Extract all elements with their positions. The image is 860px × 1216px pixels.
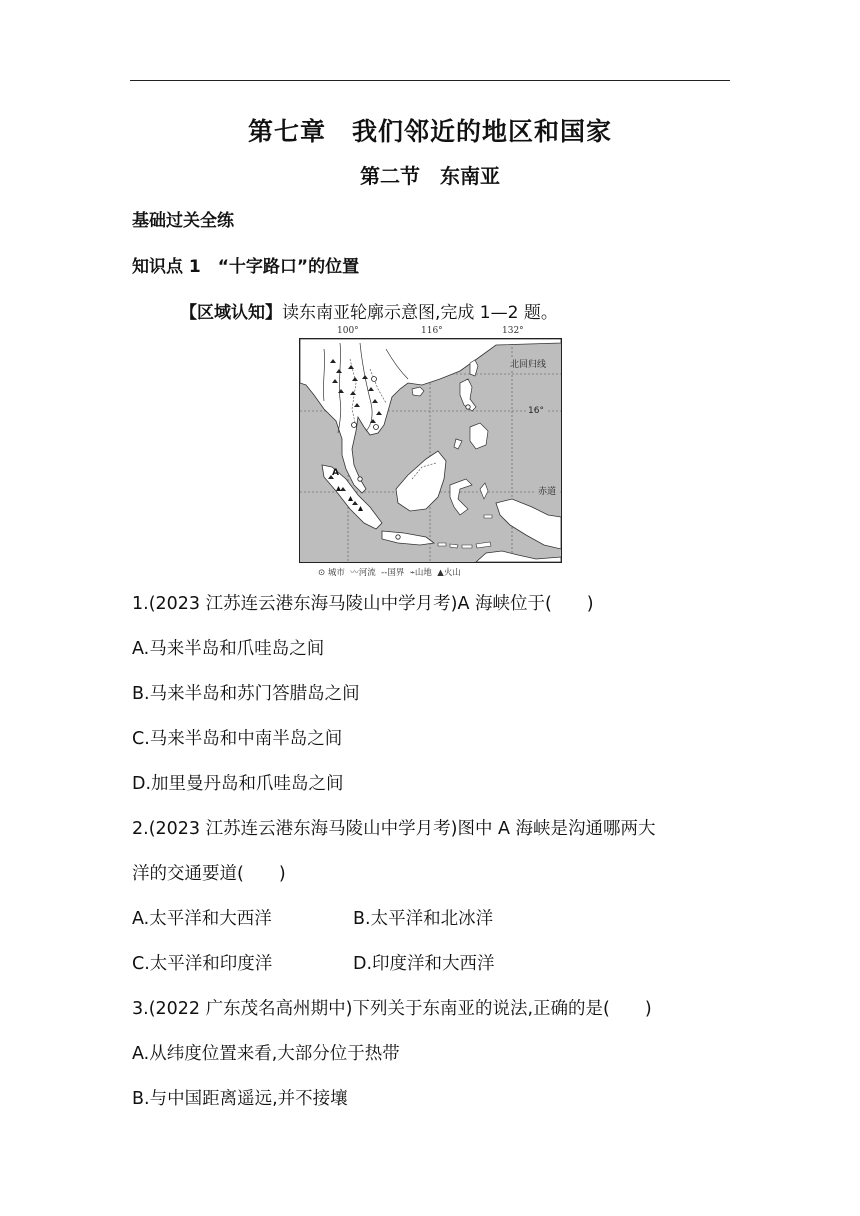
q3-option-a: A.从纬度位置来看,大部分位于热带: [132, 1044, 400, 1064]
land-maluku: [480, 483, 492, 518]
land-borneo: [396, 451, 446, 511]
tropic-label: 北回归线: [510, 360, 547, 370]
q1-option-d: D.加里曼丹岛和爪哇岛之间: [132, 774, 344, 794]
q3-option-b: B.与中国距离遥远,并不接壤: [132, 1089, 348, 1109]
map-svg: [300, 339, 561, 562]
land-lesser-sunda: [438, 542, 491, 548]
q2-stem-line1: 2.(2023 江苏连云港东海马陵山中学月考)图中 A 海峡是沟通哪两大: [132, 819, 656, 839]
intro-text: 读东南亚轮廓示意图,完成 1—2 题。: [282, 303, 558, 323]
q1-option-b: B.马来半岛和苏门答腊岛之间: [132, 684, 360, 704]
q2-option-a: A.太平洋和大西洋: [132, 909, 272, 929]
land-australia: [476, 551, 561, 562]
q2-stem-line2: 洋的交通要道( ): [132, 864, 286, 884]
legend-border-icon: --: [381, 568, 388, 578]
land-philippines: [454, 379, 488, 449]
intro-tag: 【区域认知】: [180, 303, 282, 323]
section-title: 第二节 东南亚: [360, 164, 500, 188]
lat16-label: 16°: [528, 406, 544, 416]
q1-option-c: C.马来半岛和中南半岛之间: [132, 729, 343, 749]
legend-city: ⊙ 城市: [318, 568, 345, 578]
map-legend: [318, 566, 461, 578]
legend-border: 国界: [387, 568, 405, 578]
strait-a-label: A: [332, 468, 339, 478]
southeast-asia-map: [299, 338, 562, 563]
intro-line: [180, 298, 558, 323]
q1-option-a: A.马来半岛和爪哇岛之间: [132, 639, 325, 659]
land-hainan: [412, 387, 424, 396]
q2-option-c: C.太平洋和印度洋: [132, 954, 273, 974]
map-lon-100: 100°: [337, 326, 359, 336]
section-heading: 基础过关全练: [132, 211, 234, 231]
equator-label: 赤道: [538, 487, 557, 497]
legend-volcano: 火山: [443, 568, 461, 578]
land-java: [382, 531, 434, 545]
legend-volcano-icon: ▲: [437, 568, 444, 578]
map-lon-132: 132°: [502, 326, 524, 336]
legend-river: 河流: [358, 568, 376, 578]
map-lon-116: 116°: [421, 326, 443, 336]
q3-stem: 3.(2022 广东茂名高州期中)下列关于东南亚的说法,正确的是( ): [132, 999, 652, 1019]
q1-stem: 1.(2023 江苏连云港东海马陵山中学月考)A 海峡位于( ): [132, 594, 594, 614]
legend-river-icon: 〰: [350, 568, 359, 578]
land-new-guinea: [496, 499, 561, 549]
q2-option-d: D.印度洋和大西洋: [353, 954, 495, 974]
legend-mountain-icon: ⌁: [409, 568, 415, 578]
chapter-title: 第七章 我们邻近的地区和国家: [247, 117, 612, 146]
knowledge-point-heading: 知识点 1 “十字路口”的位置: [132, 257, 360, 277]
q2-option-b: B.太平洋和北冰洋: [353, 909, 494, 929]
land-taiwan: [470, 360, 478, 376]
land-sulawesi: [450, 479, 472, 515]
legend-mountain: 山地: [414, 568, 432, 578]
top-rule: [130, 80, 730, 81]
